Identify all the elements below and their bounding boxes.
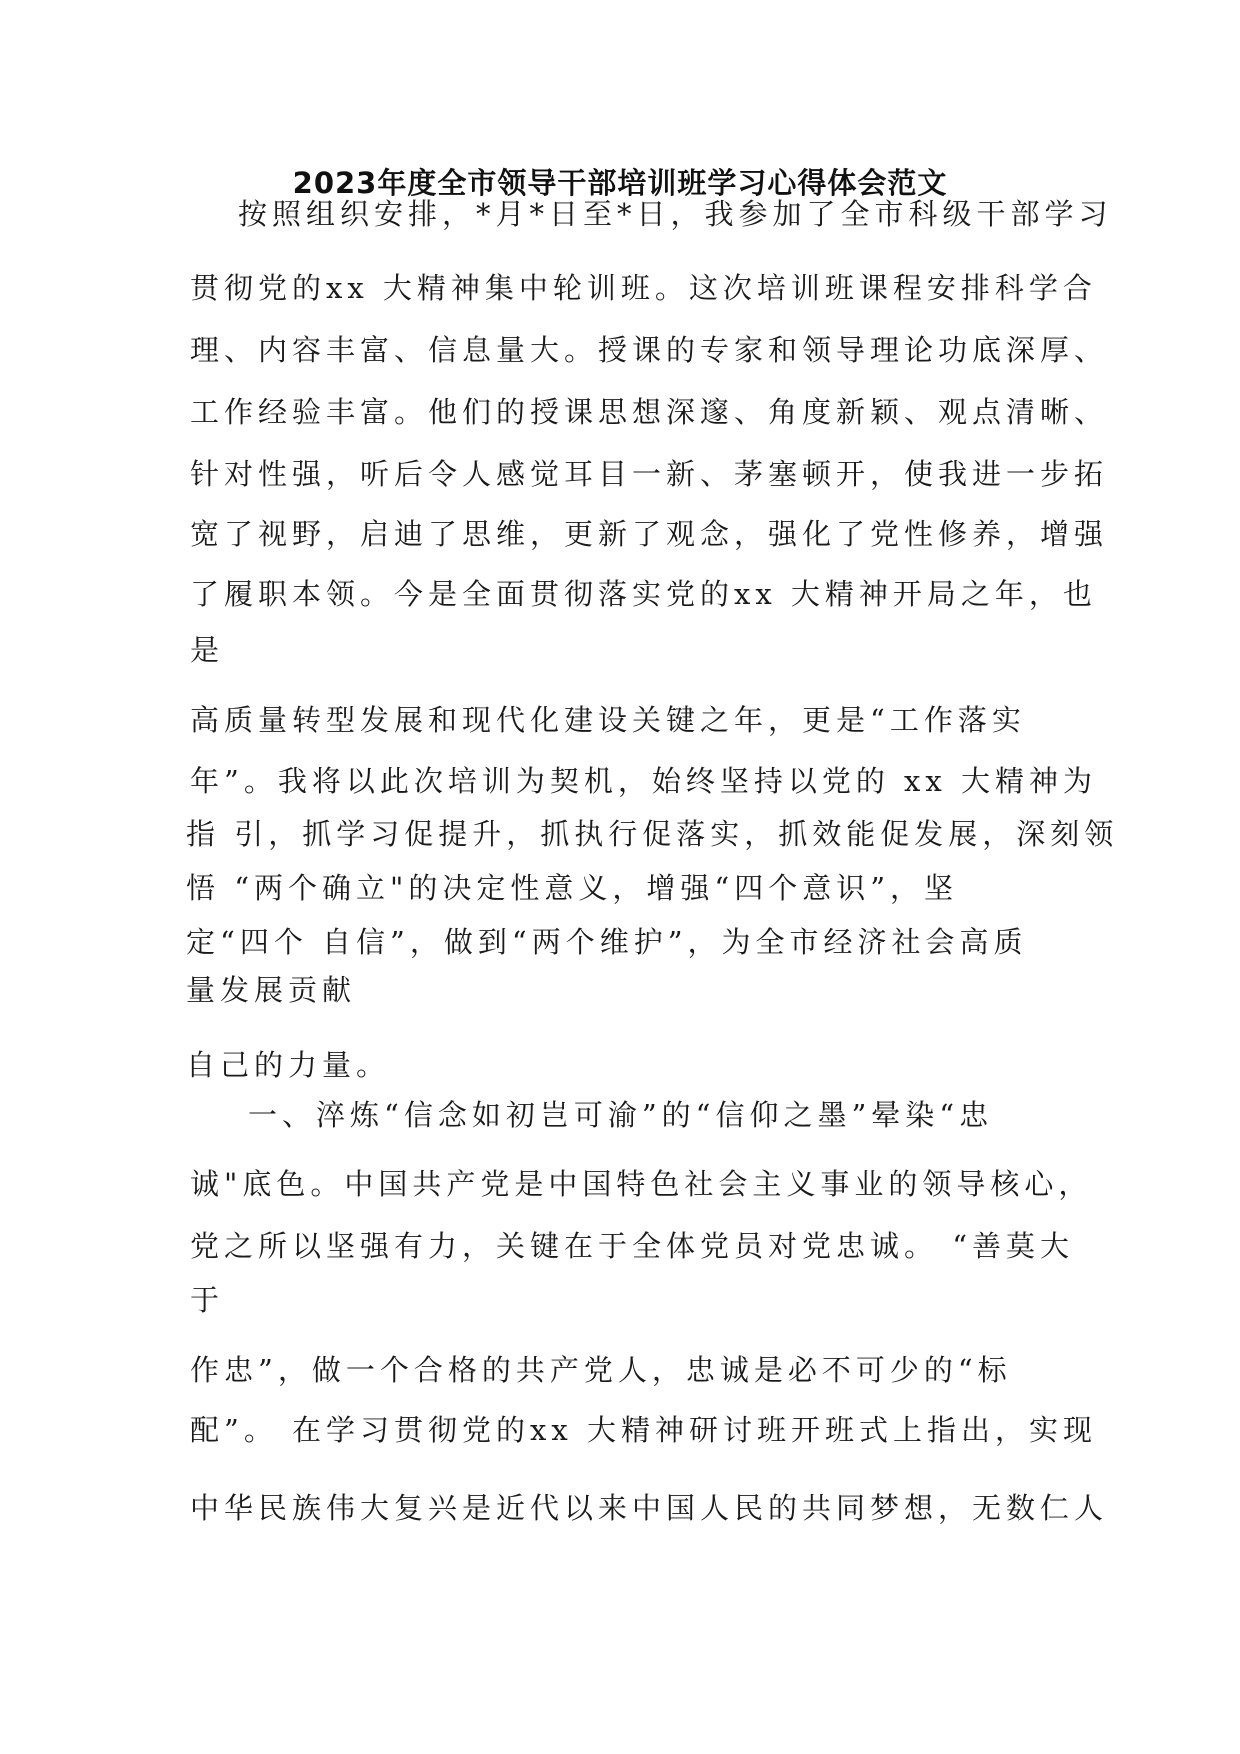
body-line: 针对性强，听后令人感觉耳目一新、茅塞顿开，使我进一步拓 bbox=[190, 457, 1109, 491]
document-title: 2023年度全市领导干部培训班学习心得体会范文 bbox=[292, 166, 948, 200]
body-line: 作忠”，做一个合格的共产党人，忠诚是必不可少的“标 bbox=[190, 1353, 1012, 1387]
body-line: 量发展贡献 bbox=[186, 973, 357, 1007]
body-line: 是 bbox=[190, 633, 225, 667]
body-line: 配”。 在学习贯彻党的xx 大精神研讨班开班式上指出，实现 bbox=[190, 1413, 1097, 1447]
body-line: 诚"底色。中国共产党是中国特色社会主义事业的领导核心， bbox=[190, 1167, 1093, 1201]
body-line: 党之所以坚强有力，关键在于全体党员对党忠诚。 “善莫大 bbox=[190, 1229, 1075, 1263]
body-line: 悟 “两个确立"的决定性意义，增强“四个意识”，坚 bbox=[186, 871, 959, 905]
body-line: 一、淬炼“信念如初岂可渝”的“信仰之墨”晕染“忠 bbox=[248, 1098, 994, 1132]
body-line: 高质量转型发展和现代化建设关键之年，更是“工作落实 bbox=[190, 703, 1026, 737]
body-line: 中华民族伟大复兴是近代以来中国人民的共同梦想，无数仁人 bbox=[190, 1491, 1109, 1525]
body-line: 按照组织安排，*月*日至*日，我参加了全市科级干部学习 bbox=[238, 197, 1113, 231]
body-line: 贯彻党的xx 大精神集中轮训班。这次培训班课程安排科学合 bbox=[190, 271, 1097, 305]
body-line: 年”。我将以此次培训为契机，始终坚持以党的 xx 大精神为 bbox=[190, 764, 1097, 798]
body-line: 定“四个 自信”，做到“两个维护”，为全市经济社会高质 bbox=[186, 925, 1028, 959]
body-line: 指 引，抓学习促提升，抓执行促落实，抓效能促发展，深刻领 bbox=[186, 817, 1119, 851]
body-line: 工作经验丰富。他们的授课思想深邃、角度新颖、观点清晰、 bbox=[190, 395, 1109, 429]
body-line: 于 bbox=[190, 1283, 225, 1317]
body-line: 自己的力量。 bbox=[186, 1048, 391, 1082]
body-line: 了履职本领。今是全面贯彻落实党的xx 大精神开局之年，也 bbox=[190, 577, 1097, 611]
body-line: 宽了视野，启迪了思维，更新了观念，强化了党性修养，增强 bbox=[190, 517, 1109, 551]
body-line: 理、内容丰富、信息量大。授课的专家和领导理论功底深厚、 bbox=[190, 333, 1109, 367]
